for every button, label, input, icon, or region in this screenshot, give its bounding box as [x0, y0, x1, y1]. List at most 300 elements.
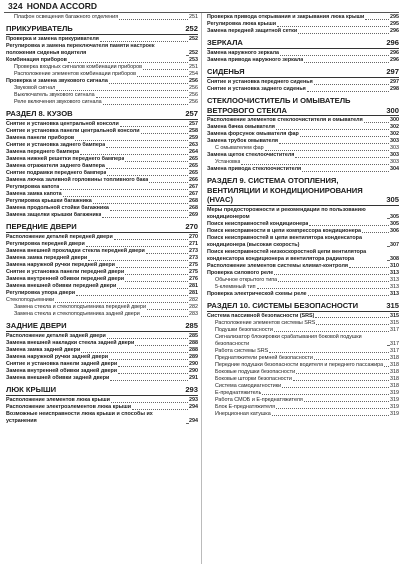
toc-entry-page: 266 — [189, 177, 198, 183]
toc-entry-title: Поиск неисправности в цепи компрессора кондиционера — [207, 227, 361, 234]
toc-entry — [6, 135, 198, 142]
toc-entry-page: 295 — [390, 21, 399, 27]
toc-subentry — [207, 397, 399, 404]
toc-subentry — [6, 64, 198, 71]
toc-entry-page: 275 — [189, 262, 198, 268]
toc-entry — [6, 255, 198, 262]
toc-entry-title: Замена наружной ручки задней двери — [6, 354, 109, 360]
toc-entry-page: 319 — [390, 403, 399, 410]
toc-entry-page: 300 — [390, 117, 399, 123]
toc-entry-title: Замена продольной стойки багажника — [6, 205, 109, 211]
dot-leader — [147, 309, 188, 310]
toc-entry-page: 319 — [390, 389, 399, 396]
toc-section-heading — [6, 321, 198, 332]
toc-entry-page: 271 — [189, 241, 198, 247]
dot-leader — [116, 267, 188, 268]
dot-leader — [279, 143, 389, 144]
toc-subentry — [207, 145, 399, 152]
toc-entry — [6, 283, 198, 290]
toc-entry — [6, 262, 198, 269]
dot-leader — [125, 274, 188, 275]
toc-entry-title: Регулировка люка крыши — [207, 21, 277, 27]
toc-entry-page: 254 — [189, 71, 198, 77]
dot-leader — [63, 196, 188, 197]
toc-entry-page: 315 — [390, 312, 399, 319]
dot-leader — [265, 150, 389, 151]
toc-entry-title: Снятие подрамки переднего бампера — [6, 170, 107, 176]
dot-leader — [362, 232, 389, 233]
toc-entry — [207, 221, 399, 228]
dot-leader — [76, 295, 188, 296]
toc-entry-title: Замена защелки крышки багажника — [6, 212, 102, 218]
toc-subentry — [207, 277, 399, 284]
toc-entry — [6, 142, 198, 149]
toc-entry-page: 263 — [189, 142, 198, 148]
toc-entry-title: Снятие и установка панели центральной консоли — [6, 128, 140, 134]
toc-entry-page: 293 — [185, 385, 198, 394]
toc-entry — [6, 361, 198, 368]
dot-leader — [295, 157, 389, 158]
toc-entry — [6, 78, 198, 85]
dot-leader — [132, 409, 188, 410]
dot-leader — [107, 338, 188, 339]
toc-entry-page: 264 — [189, 149, 198, 155]
toc-entry-title: 5-клеммный тип — [215, 283, 256, 290]
dot-leader — [349, 267, 389, 268]
toc-entry-title: Регулировка передней двери — [6, 241, 85, 247]
toc-subentry — [6, 14, 198, 21]
toc-entry — [6, 333, 198, 340]
toc-entry — [207, 249, 399, 263]
toc-entry — [207, 14, 399, 21]
dot-leader — [274, 331, 389, 332]
toc-section-heading — [6, 385, 198, 396]
toc-entry — [6, 177, 198, 184]
toc-entry — [207, 235, 399, 249]
dot-leader — [316, 324, 389, 325]
dot-leader — [241, 164, 389, 165]
toc-entry-page: 268 — [189, 198, 198, 204]
toc-entry-page: 319 — [390, 396, 399, 403]
toc-entry-page: 315 — [386, 300, 399, 310]
dot-leader — [186, 423, 188, 424]
toc-entry-page: 303 — [390, 159, 399, 165]
dot-leader — [88, 260, 188, 261]
toc-entry — [207, 291, 399, 298]
toc-entry — [6, 36, 198, 43]
toc-entry-title: Блок Е-преднатяжителя — [215, 403, 276, 410]
toc-entry-title: Поиск неисправностей низкоскоростной цепи вентилятора конденсатора кондиционера и вентилятора радиатора — [207, 248, 367, 262]
toc-entry — [207, 166, 399, 173]
dot-leader — [387, 218, 389, 219]
toc-entry-title: Установка — [215, 159, 241, 165]
toc-entry — [6, 248, 198, 255]
dot-leader — [137, 76, 188, 77]
toc-entry-title: Инерционная катушка — [215, 410, 271, 417]
dot-leader — [307, 91, 389, 92]
toc-entry-page: 296 — [390, 50, 399, 56]
toc-entry — [207, 263, 399, 270]
toc-entry-page: 291 — [189, 375, 198, 381]
toc-entry-title: Снятие и установка заднего бампера — [6, 142, 106, 148]
dot-leader — [135, 345, 188, 346]
dot-leader — [109, 359, 188, 360]
toc-entry-title: Система самодиагностики — [215, 382, 282, 389]
dot-leader — [278, 281, 389, 282]
toc-entry-title: Поиск неисправностей в цепи вентилятора конденсатора кондиционера (высокая скорость) — [207, 234, 362, 248]
toc-subentry — [6, 99, 198, 106]
toc-entry-page: 304 — [390, 166, 399, 172]
toc-entry-title: Расположение элементов люка крыши — [6, 397, 110, 403]
toc-entry-title: Замена замка задней двери — [6, 347, 81, 353]
dot-leader — [110, 210, 188, 211]
toc-entry-page: 289 — [189, 354, 198, 360]
toc-entry-title: Проверка электрической схемы реле — [207, 290, 307, 297]
toc-entry-title: Замена отражателя заднего бампера — [6, 163, 105, 169]
toc-section-heading — [6, 24, 198, 35]
toc-entry-page: 265 — [189, 163, 198, 169]
toc-entry-title: Регулировка крышки багажника — [6, 198, 92, 204]
dot-leader — [110, 380, 188, 381]
dot-leader — [365, 19, 389, 20]
toc-entry-title: Снятие и установка панели задней двери — [6, 361, 118, 367]
toc-entry-page: 267 — [189, 184, 198, 190]
dot-leader — [277, 26, 389, 27]
toc-entry-title: Замена внутренней обивки задней двери — [6, 368, 118, 374]
dot-leader — [146, 253, 188, 254]
toc-entry — [6, 234, 198, 241]
toc-entry-page: 303 — [390, 138, 399, 144]
toc-entry-title: Снятие и установка центральной консоли — [6, 121, 119, 127]
dot-leader — [56, 90, 188, 91]
toc-entry-page: 306 — [390, 227, 399, 234]
dot-leader — [314, 359, 389, 360]
dot-leader — [118, 366, 188, 367]
toc-entry — [6, 184, 198, 191]
toc-entry-title: Замена наружного зеркала — [207, 50, 280, 56]
toc-entry-page: 317 — [390, 326, 399, 333]
toc-entry-title: ПРИКУРИВАТЕЛЬ — [6, 24, 73, 33]
toc-entry-title: Сигнализатор блокировки срабатывания боковой подушки безопасности — [215, 333, 362, 347]
toc-entry-title: Меры предосторожности и рекомендации по пользованию кондиционером — [207, 206, 366, 220]
toc-entry — [6, 43, 198, 57]
toc-entry-page: 256 — [189, 92, 198, 98]
dot-leader — [117, 288, 188, 289]
dot-leader — [106, 168, 188, 169]
toc-entry — [6, 354, 198, 361]
toc-section-heading — [207, 38, 399, 49]
dot-leader — [280, 55, 389, 56]
toc-entry-page: 275 — [189, 269, 198, 275]
toc-section-heading — [6, 222, 198, 233]
toc-entry-page: 256 — [189, 78, 198, 84]
toc-entry — [6, 411, 198, 425]
dot-leader — [387, 260, 389, 261]
toc-entry-title: Плафон освещения багажного отделения — [14, 14, 119, 20]
toc-entry-page: 257 — [185, 109, 198, 118]
toc-subentry — [207, 362, 399, 369]
toc-entry-title: Снятие и установка заднего сиденья — [207, 86, 306, 92]
toc-entry-page: 313 — [390, 283, 399, 290]
toc-entry-page: 276 — [189, 276, 198, 282]
toc-subentry — [207, 327, 399, 334]
toc-entry-title: Обычное открытого типа — [215, 276, 278, 283]
toc-subentry — [207, 404, 399, 411]
dot-leader — [315, 317, 389, 318]
dot-leader — [141, 133, 188, 134]
toc-entry — [207, 28, 399, 35]
toc-subentry — [6, 71, 198, 78]
toc-entry — [6, 397, 198, 404]
toc-entry-title: Проверка входных сигналов комбинации приборов — [14, 64, 143, 70]
dot-leader — [282, 387, 389, 388]
toc-entry-title: Замена замка капота — [6, 191, 62, 197]
toc-entry-title: Замена внешней накладки стекла задней двери — [6, 340, 135, 346]
toc-entry-title: Расположение элементов системы SRS — [215, 319, 316, 326]
dot-leader — [120, 126, 188, 127]
toc-entry — [6, 269, 198, 276]
toc-entry-page: 302 — [390, 131, 399, 137]
toc-entry-page: 258 — [189, 128, 198, 134]
toc-entry-page: 313 — [390, 290, 399, 297]
toc-entry — [6, 368, 198, 375]
toc-entry — [207, 207, 399, 221]
dot-leader — [304, 62, 389, 63]
dot-leader — [109, 83, 188, 84]
toc-entry — [6, 297, 198, 304]
toc-entry-page: 269 — [189, 212, 198, 218]
toc-entry — [207, 270, 399, 277]
toc-entry-page: 315 — [390, 319, 399, 326]
toc-entry-title: Выключатель звукового сигнала — [14, 92, 95, 98]
dot-leader — [75, 140, 188, 141]
dot-leader — [272, 415, 389, 416]
toc-entry-title: Передние подушки безопасности водителя и переднего пассажира — [215, 361, 384, 368]
dot-leader — [314, 84, 389, 85]
toc-section-heading — [207, 176, 399, 206]
toc-entry-page: 253 — [189, 57, 198, 63]
toc-entry-page: 251 — [189, 64, 198, 70]
toc-entry-page: 318 — [390, 375, 399, 382]
toc-entry-page: 268 — [189, 205, 198, 211]
toc-entry — [6, 128, 198, 135]
toc-entry-title: Замена привода наружного зеркала — [207, 57, 304, 63]
toc-entry-page: 319 — [390, 410, 399, 417]
toc-entry-page: 270 — [185, 222, 198, 231]
dot-leader — [81, 352, 188, 353]
toc-entry — [207, 152, 399, 159]
toc-entry-title: Замена наружной ручки передней двери — [6, 262, 115, 268]
toc-entry-title: Расположение электроэлементов люка крыши — [6, 404, 132, 410]
toc-entry — [6, 375, 198, 382]
toc-entry — [6, 198, 198, 205]
toc-entry-title: Звуковой сигнал — [14, 85, 56, 91]
toc-entry — [6, 205, 198, 212]
toc-entry-title: Замена внешней обивки задней двери — [6, 375, 110, 381]
dot-leader — [300, 136, 389, 137]
toc-entry — [207, 21, 399, 28]
dot-leader — [309, 225, 389, 226]
toc-entry-title: СИДЕНЬЯ — [207, 67, 245, 76]
toc-entry-title: Замена панели приборов — [6, 135, 75, 141]
toc-entry-title: Боковые шторки безопасности — [215, 375, 292, 382]
dot-leader — [387, 246, 389, 247]
dot-leader — [118, 373, 188, 374]
toc-subentry — [207, 159, 399, 166]
toc-entry-page: 305 — [390, 220, 399, 227]
dot-leader — [106, 147, 188, 148]
dot-leader — [302, 171, 389, 172]
toc-section-heading — [6, 109, 198, 120]
toc-entry-title: Преднатяжители ремней безопасности — [215, 354, 313, 361]
toc-entry-page: 293 — [189, 397, 198, 403]
toc-entry-page: 295 — [390, 14, 399, 20]
book-title: HONDA ACCORD — [26, 1, 97, 11]
toc-entry — [207, 138, 399, 145]
toc-entry-title: РАЗДЕЛ 9. СИСТЕМА ОТОПЛЕНИЯ, ВЕНТИЛЯЦИИ И КОНДИЦИОНИРОВАНИЯ (HVAC) — [207, 176, 363, 204]
toc-subentry — [6, 85, 198, 92]
dot-leader — [60, 189, 188, 190]
toc-entry-title: Замена внешней прокладки стекла передней двери — [6, 248, 145, 254]
toc-subentry — [207, 369, 399, 376]
toc-entry-page: 285 — [189, 333, 198, 339]
toc-entry-title: ЗАДНИЕ ДВЕРИ — [6, 321, 67, 330]
dot-leader — [276, 129, 389, 130]
dot-leader — [262, 394, 389, 395]
toc-entry-page: 300 — [386, 105, 399, 115]
toc-entry-page: 273 — [189, 248, 198, 254]
dot-leader — [274, 274, 389, 275]
page-header — [8, 0, 97, 12]
toc-entry-page: 305 — [390, 213, 399, 220]
toc-entry — [6, 121, 198, 128]
toc-entry-title: Замена переднего бампера — [6, 149, 80, 155]
dot-leader — [96, 97, 188, 98]
toc-entry-page: 256 — [189, 99, 198, 105]
toc-entry-title: Замена передней защитной сетки — [207, 28, 298, 34]
toc-entry-title: Боковые подушки безопасности — [215, 368, 296, 375]
toc-entry-title: Расположение элементов системы климат-контроля — [207, 262, 349, 269]
page-number: 324 — [8, 1, 23, 11]
toc-entry — [6, 347, 198, 354]
toc-entry-page: 303 — [390, 152, 399, 158]
dot-leader — [276, 408, 389, 409]
toc-entry-page: 281 — [189, 283, 198, 289]
toc-entry-title: РАЗДЕЛ 8. КУЗОВ — [6, 109, 73, 118]
toc-entry-title: Замена внешней обивки передней двери — [6, 283, 117, 289]
toc-section-heading — [207, 301, 399, 312]
toc-subentry — [207, 390, 399, 397]
dot-leader — [143, 69, 188, 70]
toc-entry-title: Работа СМОБ и Е-преднатяжителя — [215, 396, 303, 403]
toc-entry-page: 297 — [390, 79, 399, 85]
toc-entry-title: Замена трубок омывателя — [207, 138, 279, 144]
dot-leader — [149, 182, 188, 183]
dot-leader — [186, 55, 188, 56]
dot-leader — [304, 401, 389, 402]
toc-subentry — [6, 311, 198, 318]
dot-leader — [384, 366, 389, 367]
toc-entry-title: Замена форсунок омывателя фар — [207, 131, 299, 137]
toc-entry-page: 252 — [189, 36, 198, 42]
dot-leader — [296, 373, 389, 374]
toc-entry — [6, 276, 198, 283]
toc-entry-page: 288 — [189, 347, 198, 353]
toc-entry-page: 267 — [189, 191, 198, 197]
dot-leader — [68, 62, 188, 63]
toc-entry-title: Замена замка передней двери — [6, 255, 88, 261]
toc-entry — [207, 57, 399, 64]
dot-leader — [308, 295, 389, 296]
dot-leader — [80, 154, 188, 155]
dot-leader — [364, 122, 389, 123]
toc-entry-title: Проверка силового реле — [207, 269, 274, 276]
toc-entry-title: Е-преднатяжитель — [215, 389, 262, 396]
toc-entry-page: 318 — [390, 354, 399, 361]
toc-entry-page: 305 — [386, 195, 399, 204]
toc-entry-title: Замена внутренней обивки передней двери — [6, 276, 125, 282]
toc-entry-title: СТЕКЛООЧИСТИТЕЛЬ И ОМЫВАТЕЛЬ ВЕТРОВОГО СТЕКЛА — [207, 96, 351, 115]
toc-entry — [6, 404, 198, 411]
toc-entry-page: 298 — [390, 86, 399, 92]
toc-entry-page: 285 — [185, 321, 198, 330]
toc-entry-page: 296 — [390, 28, 399, 34]
toc-entry-title: Комбинация приборов — [6, 57, 67, 63]
dot-leader — [293, 380, 389, 381]
toc-entry — [207, 117, 399, 124]
toc-entry — [6, 170, 198, 177]
toc-entry — [6, 340, 198, 347]
toc-left-column — [6, 14, 198, 566]
toc-subentry — [207, 284, 399, 291]
toc-entry-page: 252 — [189, 50, 198, 56]
toc-entry — [6, 212, 198, 219]
toc-entry-title: Замена стекла и стеклоподъемника передней двери — [14, 304, 147, 310]
toc-entry-title: Возможные неисправности люка крыши и способы их устранения — [6, 411, 153, 424]
toc-entry-page: 313 — [390, 276, 399, 283]
toc-entry-page: 273 — [189, 255, 198, 261]
toc-entry-page: 307 — [390, 241, 399, 248]
toc-entry-page: 270 — [189, 234, 198, 240]
toc-entry-title: С омывателем фар — [215, 145, 264, 151]
dot-leader — [141, 316, 188, 317]
toc-entry — [207, 86, 399, 93]
toc-entry-title: Реле включения звукового сигнала — [14, 99, 102, 105]
dot-leader — [93, 203, 188, 204]
toc-entry — [6, 163, 198, 170]
toc-section-heading — [207, 67, 399, 78]
dot-leader — [119, 19, 188, 20]
toc-entry-title: Проверка и замена звукового сигнала — [6, 78, 108, 84]
dot-leader — [111, 402, 188, 403]
dot-leader — [86, 246, 188, 247]
toc-entry-page: 308 — [390, 255, 399, 262]
toc-subentry — [207, 376, 399, 383]
toc-subentry — [6, 92, 198, 99]
toc-subentry — [207, 411, 399, 418]
toc-entry-title: Снятие и установка панели передней двери — [6, 269, 125, 275]
toc-entry-page: 281 — [189, 290, 198, 296]
toc-subentry — [207, 334, 399, 348]
toc-entry-title: Работа системы SRS — [215, 347, 269, 354]
toc-subentry — [207, 383, 399, 390]
dot-leader — [269, 352, 389, 353]
toc-entry-page: 318 — [390, 368, 399, 375]
toc-entry-page: 259 — [189, 135, 198, 141]
toc-entry-title: Расположение элементов стеклоочистителя и омывателя — [207, 117, 363, 123]
toc-entry-page: 257 — [189, 121, 198, 127]
toc-entry-page: 296 — [386, 38, 399, 47]
